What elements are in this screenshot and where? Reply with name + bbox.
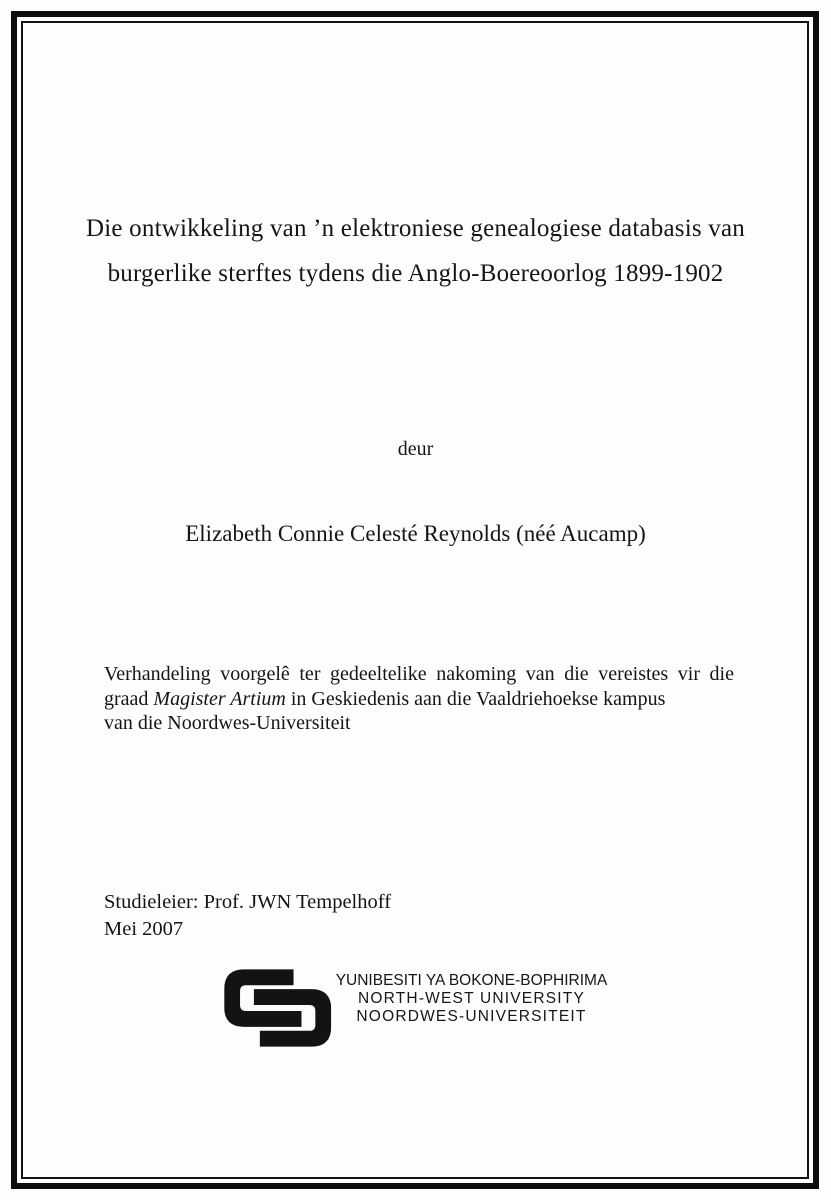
logo-name-afrikaans: NOORDWES-UNIVERSITEIT xyxy=(356,1008,587,1025)
supervisor-block xyxy=(104,889,391,943)
author-name: Elizabeth Connie Celesté Reynolds (néé Aucamp) xyxy=(185,521,646,546)
nwu-logo-icon xyxy=(224,969,331,1047)
university-logo xyxy=(224,969,608,1047)
degree-name: Magister Artium xyxy=(153,687,286,710)
thesis-title-line-1: Die ontwikkeling van ’n elektroniese genealogiese databasis van xyxy=(86,215,745,242)
submission-line-2 xyxy=(104,687,734,712)
submission-line-2-suffix: in Geskiedenis aan die Vaaldriehoekse kampus xyxy=(285,687,666,710)
university-logo-wordmark xyxy=(336,969,608,1026)
submission-line-3: van die Noordwes-Universiteit xyxy=(104,712,351,734)
logo-name-english: NORTH-WEST UNIVERSITY xyxy=(357,990,586,1007)
thesis-title-line-2: burgerlike sterftes tydens die Anglo-Boereoorlog 1899-1902 xyxy=(107,260,724,287)
logo-name-setswana: YUNIBESITI YA BOKONE-BOPHIRIMA xyxy=(335,972,608,989)
submission-statement xyxy=(104,662,734,736)
supervisor-line: Studieleier: Prof. JWN Tempelhoff xyxy=(104,891,392,913)
submission-line-1: Verhandeling voorgelê ter gedeeltelike nakoming van die vereistes vir die xyxy=(104,663,734,685)
submission-line-2-prefix: graad xyxy=(104,687,154,710)
date-line: Mei 2007 xyxy=(104,918,184,940)
thesis-title xyxy=(0,206,831,296)
byline-label: deur xyxy=(397,438,434,460)
